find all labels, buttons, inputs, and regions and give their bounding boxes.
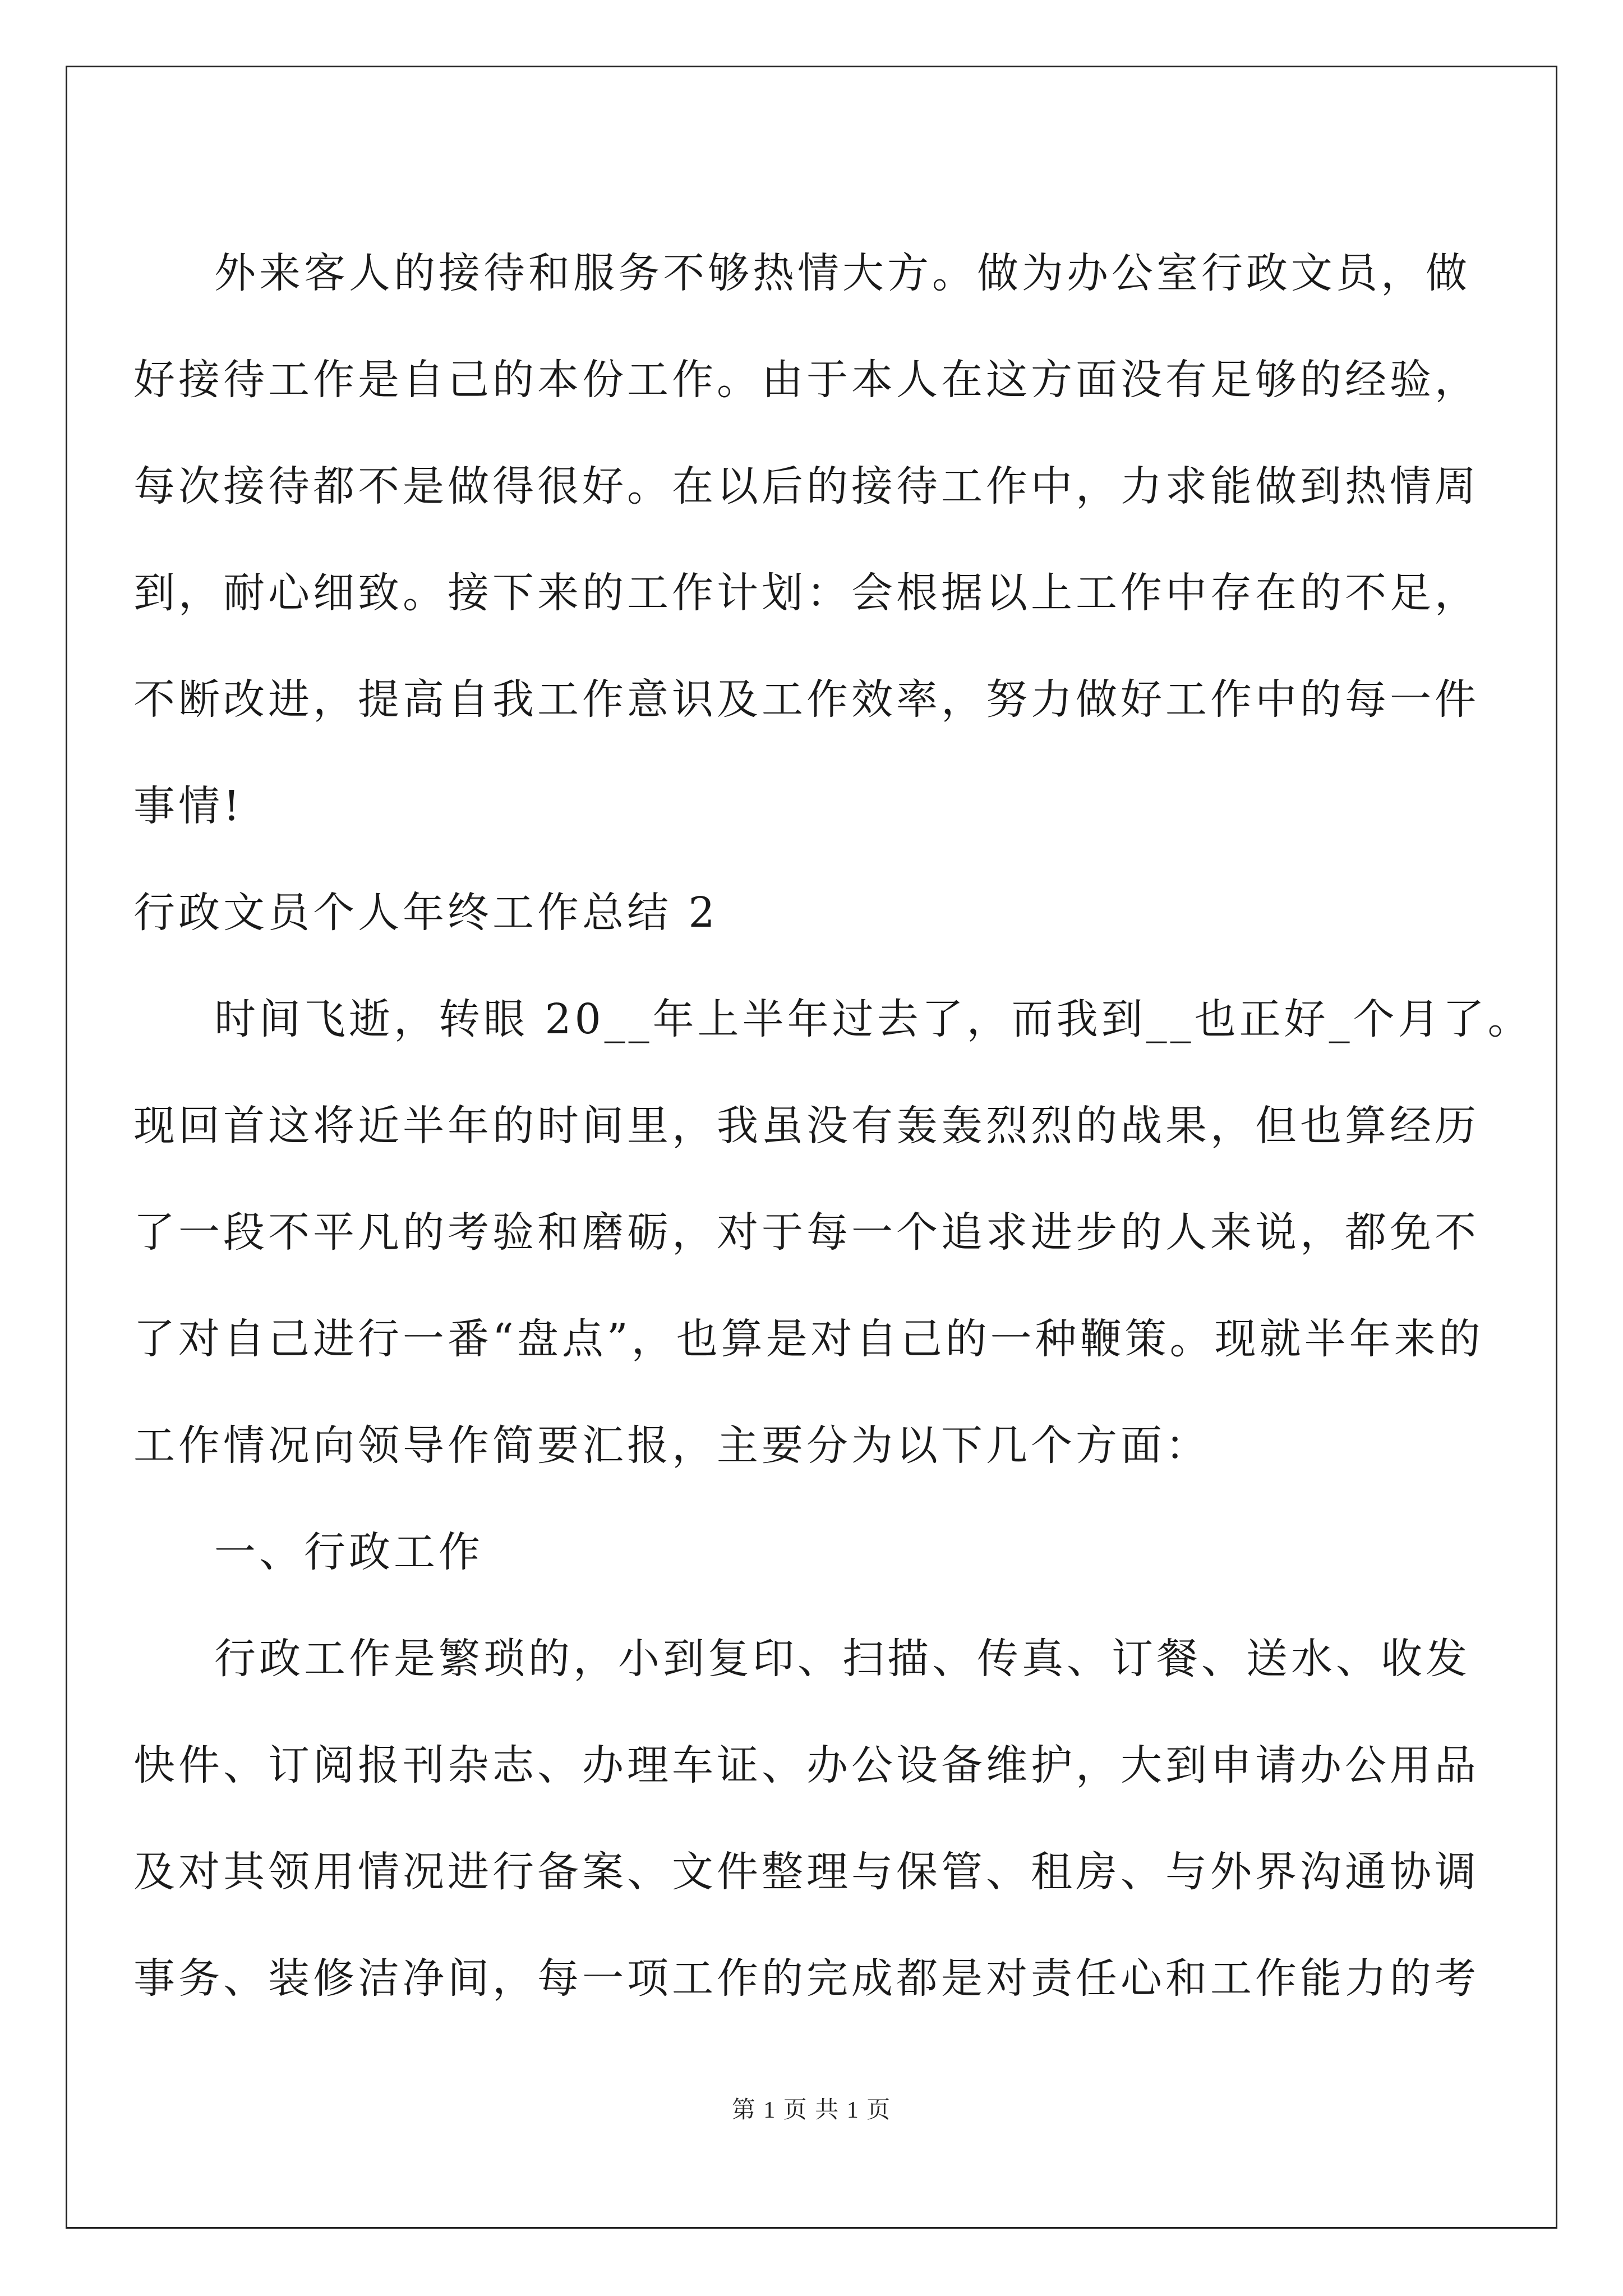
text-line: 不断改进，提高自我工作意识及工作效率，努力做好工作中的每一件 <box>133 675 1479 724</box>
section-heading: 行政文员个人年终工作总结 2 <box>133 889 718 937</box>
text-line: 时间飞逝，转眼 20__年上半年过去了，而我到__也正好_个月了。 <box>214 995 1533 1043</box>
text-line: 工作情况向领导作简要汇报，主要分为以下几个方面： <box>133 1421 1210 1470</box>
text-line: 及对其领用情况进行备案、文件整理与保管、租房、与外界沟通协调 <box>133 1848 1479 1896</box>
text-line: 行政工作是繁琐的，小到复印、扫描、传真、订餐、送水、收发 <box>214 1635 1470 1683</box>
text-line: 现回首这将近半年的时间里，我虽没有轰轰烈烈的战果，但也算经历 <box>133 1102 1479 1150</box>
text-line: 事情! <box>133 782 243 830</box>
text-line: 每次接待都不是做得很好。在以后的接待工作中，力求能做到热情周 <box>133 462 1479 510</box>
text-line: 到，耐心细致。接下来的工作计划：会根据以上工作中存在的不足， <box>133 569 1479 617</box>
text-line: 外来客人的接待和服务不够热情大方。做为办公室行政文员，做 <box>214 249 1470 297</box>
page-footer: 第 1 页 共 1 页 <box>731 2097 892 2123</box>
text-line: 好接待工作是自己的本份工作。由于本人在这方面没有足够的经验， <box>133 356 1479 404</box>
text-line: 了一段不平凡的考验和磨砺，对于每一个追求进步的人来说，都免不 <box>133 1208 1479 1257</box>
document-body <box>133 220 1533 2032</box>
subsection-heading: 一、行政工作 <box>214 1528 483 1576</box>
text-line: 事务、装修洁净间，每一项工作的完成都是对责任心和工作能力的考 <box>133 1954 1479 2003</box>
text-line: 了对自己进行一番“盘点”，也算是对自己的一种鞭策。现就半年来的 <box>133 1315 1484 1363</box>
text-line: 快件、订阅报刊杂志、办理车证、办公设备维护，大到申请办公用品 <box>133 1741 1479 1789</box>
